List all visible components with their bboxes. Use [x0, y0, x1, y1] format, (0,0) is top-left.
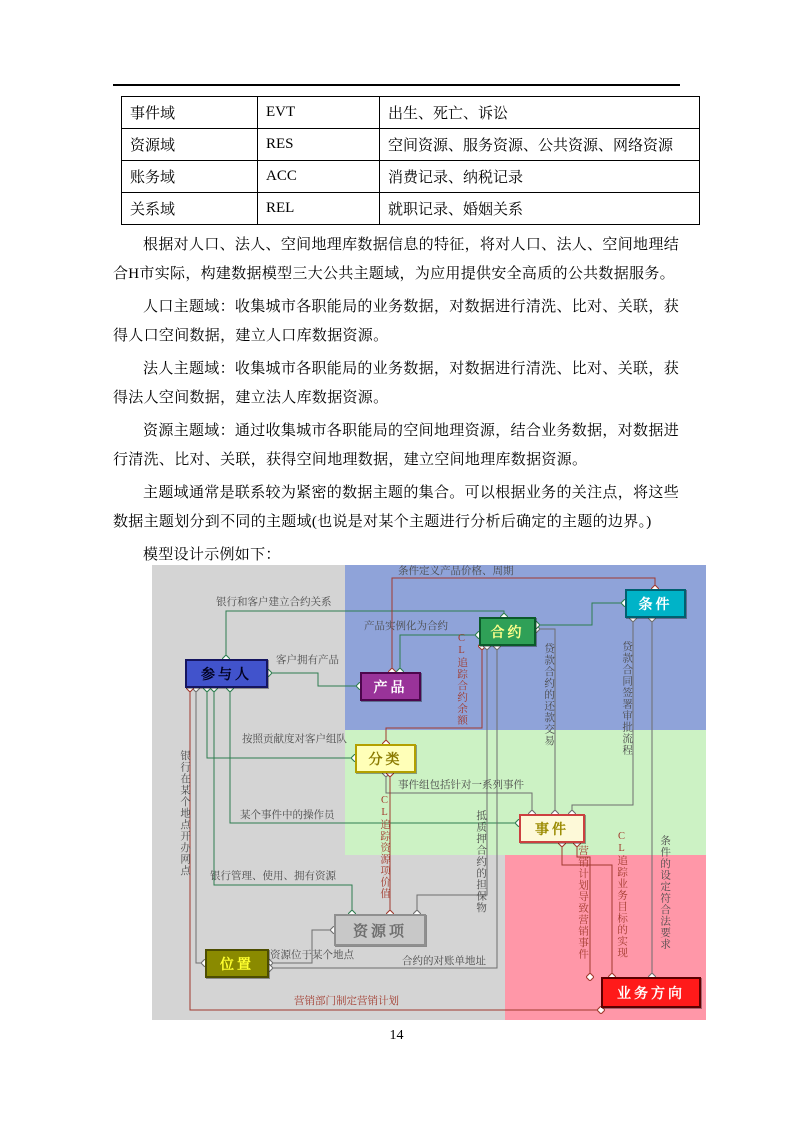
- page-number: 14: [389, 1028, 404, 1043]
- edge-label: 营销计划导致营销事件: [577, 845, 589, 960]
- table-cell: 关系域: [122, 193, 258, 225]
- edge-label: 抵质押合约的担保物: [475, 810, 487, 914]
- table-cell: 就职记录、婚姻关系: [380, 193, 700, 225]
- table-row: [122, 97, 700, 129]
- header-divider: [113, 84, 680, 86]
- entity-condition: 条件: [625, 589, 686, 618]
- edge-label: 银行管理、使用、拥有资源: [210, 871, 336, 882]
- domain-table: [121, 96, 700, 225]
- table-cell: 账务域: [122, 161, 258, 193]
- paragraph: 人口主题域：收集城市各职能局的业务数据，对数据进行清洗、比对、关联，获得人口空间数据，建立人口库数据资源。: [113, 299, 679, 344]
- edge-label: 条件定义产品价格、周期: [398, 566, 514, 577]
- edge-label: 资源位于某个地点: [270, 950, 354, 961]
- edge-label: 产品实例化为合约: [364, 621, 448, 632]
- table-cell: RES: [258, 129, 380, 161]
- table-cell: 空间资源、服务资源、公共资源、网络资源: [380, 129, 700, 161]
- table-cell: ACC: [258, 161, 380, 193]
- table-cell: 事件域: [122, 97, 258, 129]
- entity-participant: 参与人: [185, 659, 268, 688]
- edge-label: 客户拥有产品: [276, 655, 339, 666]
- edge-label: 贷款合同签署审批流程: [621, 641, 633, 756]
- edge-label: 条件的设定符合法要求: [659, 835, 671, 950]
- edge-label: CL追踪资源项价值: [379, 795, 391, 900]
- entity-resource-item: 资源项: [334, 914, 426, 946]
- edge-label: 贷款合约的还款交易: [543, 643, 555, 747]
- table-cell: 消费记录、纳税记录: [380, 161, 700, 193]
- table-row: [122, 193, 700, 225]
- edge-label: 事件组包括针对一系列事件: [398, 780, 524, 791]
- table-cell: 资源域: [122, 129, 258, 161]
- table-row: [122, 161, 700, 193]
- paragraph: 模型设计示例如下：: [143, 547, 281, 563]
- entity-agreement: 合约: [479, 617, 536, 646]
- paragraph: 资源主题域：通过收集城市各职能局的空间地理资源，结合业务数据，对数据进行清洗、比对、关联，获得空间地理数据，建立空间地理库数据资源。: [113, 423, 679, 468]
- entity-location: 位置: [205, 949, 269, 978]
- body-text: [113, 231, 679, 574]
- entity-classification: 分类: [355, 744, 416, 773]
- table-cell: EVT: [258, 97, 380, 129]
- edge-label: CL追踪业务目标的实现: [616, 831, 628, 959]
- edge-label: CL追踪合约余额: [456, 633, 468, 726]
- data-model-diagram: [152, 565, 706, 1020]
- paragraph: 法人主题域：收集城市各职能局的业务数据，对数据进行清洗、比对、关联，获得法人空间数据，建立法人库数据资源。: [113, 361, 679, 406]
- edge-label: 营销部门制定营销计划: [294, 996, 399, 1007]
- entity-product: 产品: [360, 672, 421, 701]
- edge-label: 合约的对账单地址: [402, 956, 486, 967]
- table-cell: REL: [258, 193, 380, 225]
- entity-business-direction: 业务方向: [601, 977, 701, 1008]
- paragraph: 根据对人口、法人、空间地理库数据信息的特征，将对人口、法人、空间地理结合H市实际，构建数据模型三大公共主题域，为应用提供安全高质的公共数据服务。: [113, 237, 679, 282]
- edge-label: 银行在某个地点开办网点: [179, 750, 191, 877]
- edge-label: 银行和客户建立合约关系: [216, 597, 332, 608]
- paragraph: 主题域通常是联系较为紧密的数据主题的集合。可以根据业务的关注点，将这些数据主题划分到不同的主题域(也说是对某个主题进行分析后确定的主题的边界。): [113, 485, 679, 530]
- table-cell: 出生、死亡、诉讼: [380, 97, 700, 129]
- edge-label: 某个事件中的操作员: [240, 810, 335, 821]
- table-row: [122, 129, 700, 161]
- edge-label: 按照贡献度对客户组队: [242, 734, 347, 745]
- entity-event: 事件: [519, 814, 585, 843]
